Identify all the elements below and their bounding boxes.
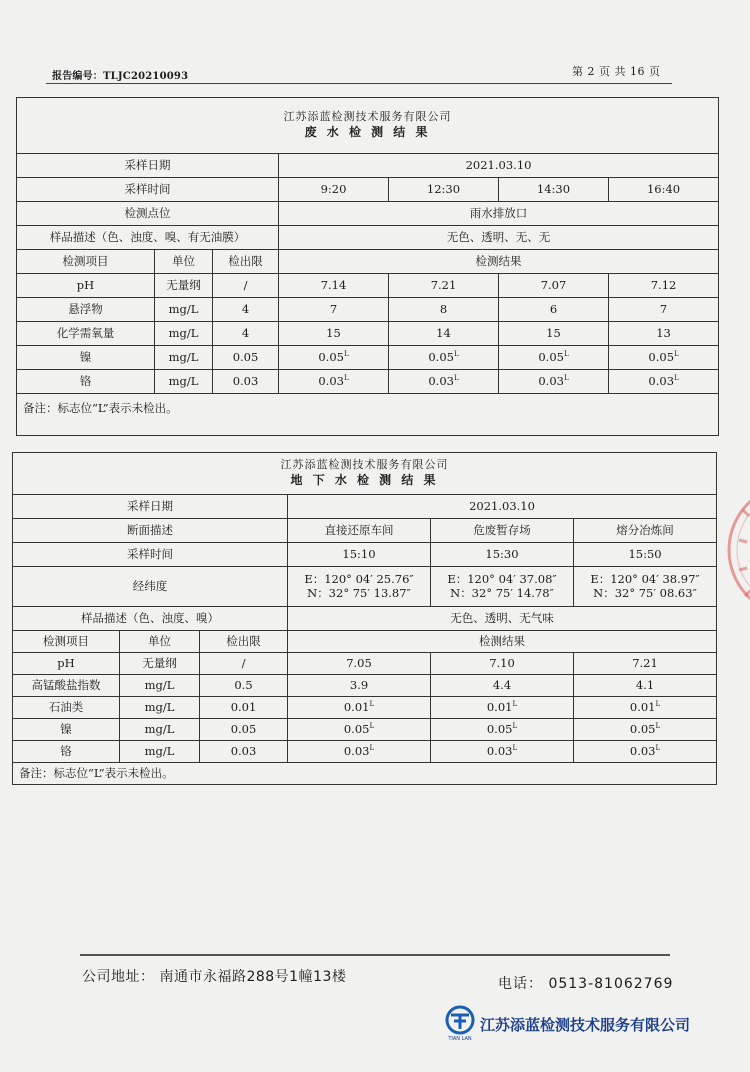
company-logo-icon <box>440 1005 480 1041</box>
sample-description: 无色、透明、无、无 <box>279 226 719 250</box>
result-number: 0.01 <box>343 700 370 715</box>
site-value: 雨水排放口 <box>279 202 719 226</box>
item-name: 铬 <box>13 741 120 763</box>
result-value <box>288 697 431 719</box>
item-name: 化学需氧量 <box>17 322 155 346</box>
result-value <box>609 298 719 322</box>
result-number: 13 <box>656 326 671 341</box>
result-value <box>389 298 499 322</box>
result-value <box>288 653 431 675</box>
report-number: 报告编号：TLJC20210093 <box>52 71 189 82</box>
result-value <box>574 741 717 763</box>
result-number: 7.05 <box>346 656 372 671</box>
result-value <box>431 653 574 675</box>
item-detection-limit: 0.5 <box>200 675 288 697</box>
result-number: 0.03 <box>343 744 370 759</box>
result-value <box>574 653 717 675</box>
label-sample-time: 采样时间 <box>13 543 288 567</box>
item-name: 石油类 <box>13 697 120 719</box>
table-row <box>13 653 717 675</box>
not-detected-flag: L <box>453 374 459 383</box>
table-title: 地 下 水 检 测 结 果 <box>290 472 439 487</box>
latitude: N：32° 75′ 13.87″ <box>307 585 411 600</box>
result-number: 0.03 <box>538 374 564 389</box>
result-value <box>574 719 717 741</box>
result-value <box>609 370 719 394</box>
result-value <box>499 322 609 346</box>
longitude: E：120° 04′ 38.97″ <box>590 572 700 587</box>
item-unit: mg/L <box>120 719 200 741</box>
table-row <box>13 741 717 763</box>
result-value <box>609 322 719 346</box>
item-detection-limit: / <box>200 653 288 675</box>
not-detected-flag: L <box>655 700 661 709</box>
page-info: 第 2 页 共 16 页 <box>572 65 661 78</box>
result-number: 15 <box>326 326 341 341</box>
not-detected-flag: L <box>563 350 569 359</box>
not-detected-flag: L <box>512 744 518 753</box>
result-number: 7 <box>659 302 668 317</box>
groundwater-table-title <box>13 453 717 495</box>
result-number: 8 <box>439 302 448 317</box>
label-sample-time: 采样时间 <box>17 178 279 202</box>
result-value <box>279 322 389 346</box>
item-unit: mg/L <box>120 741 200 763</box>
company-name: 江苏添蓝检测技术服务有限公司 <box>283 110 452 124</box>
label-sample-description: 样品描述（色、浊度、嗅、有无油膜） <box>17 226 279 250</box>
latitude: N：32° 75′ 08.63″ <box>593 585 697 600</box>
longitude: E：120° 04′ 25.76″ <box>304 572 414 587</box>
latitude: N：32° 75′ 14.78″ <box>450 585 554 600</box>
result-number: 0.03 <box>318 374 344 389</box>
table-row <box>17 298 719 322</box>
table-row <box>13 675 717 697</box>
table-row <box>13 697 717 719</box>
result-number: 4.4 <box>492 678 512 693</box>
sample-date: 2021.03.10 <box>279 154 719 178</box>
result-value <box>288 719 431 741</box>
not-detected-flag: L <box>343 374 349 383</box>
result-number: 0.05 <box>648 350 675 365</box>
table-row <box>13 719 717 741</box>
not-detected-flag: L <box>674 374 679 383</box>
result-number: 7.07 <box>540 278 567 293</box>
item-unit: mg/L <box>120 697 200 719</box>
not-detected-flag: L <box>369 700 375 709</box>
sample-time: 15:50 <box>574 543 717 567</box>
item-name: pH <box>13 653 120 675</box>
item-unit: mg/L <box>155 322 213 346</box>
result-value <box>431 675 574 697</box>
item-detection-limit: 0.03 <box>200 741 288 763</box>
result-number: 7.14 <box>320 278 347 293</box>
coordinates <box>574 567 717 607</box>
not-detected-flag: L <box>655 744 661 753</box>
sample-time: 15:10 <box>288 543 431 567</box>
result-number: 6 <box>549 302 558 317</box>
result-value <box>389 274 499 298</box>
header-divider <box>46 83 672 84</box>
not-detected-flag: L <box>453 350 459 359</box>
header-item: 检测项目 <box>13 631 120 653</box>
result-value <box>279 370 389 394</box>
coordinates <box>288 567 431 607</box>
item-name: 铬 <box>17 370 155 394</box>
result-number: 0.05 <box>318 350 344 365</box>
item-unit: 无量纲 <box>155 274 213 298</box>
item-detection-limit: 0.01 <box>200 697 288 719</box>
result-number: 7.21 <box>430 278 457 293</box>
item-unit: mg/L <box>155 370 213 394</box>
result-value <box>288 741 431 763</box>
result-value <box>499 274 609 298</box>
item-unit: mg/L <box>155 298 213 322</box>
not-detected-flag: L <box>512 722 518 731</box>
logo-small-text: TIAN LAN <box>448 1036 472 1041</box>
result-value <box>609 346 719 370</box>
item-name: pH <box>17 274 155 298</box>
item-name: 镍 <box>13 719 120 741</box>
result-number: 0.05 <box>343 722 370 737</box>
header-limit: 检出限 <box>213 250 279 274</box>
item-name: 悬浮物 <box>17 298 155 322</box>
result-number: 15 <box>546 326 561 341</box>
result-value <box>279 274 389 298</box>
item-unit: mg/L <box>155 346 213 370</box>
sample-time: 15:30 <box>431 543 574 567</box>
header-item: 检测项目 <box>17 250 155 274</box>
result-value <box>279 298 389 322</box>
result-value <box>574 675 717 697</box>
table-row <box>17 274 719 298</box>
longitude: E：120° 04′ 37.08″ <box>447 572 557 587</box>
result-value <box>609 274 719 298</box>
result-value <box>499 298 609 322</box>
result-value <box>431 741 574 763</box>
label-coordinates: 经纬度 <box>13 567 288 607</box>
table-row <box>17 370 719 394</box>
red-seal-stamp <box>715 470 750 630</box>
result-value <box>389 322 499 346</box>
item-unit: 无量纲 <box>120 653 200 675</box>
section-name: 直接还原车间 <box>288 519 431 543</box>
result-number: 0.03 <box>629 744 656 759</box>
header-results: 检测结果 <box>279 250 719 274</box>
item-name: 镍 <box>17 346 155 370</box>
result-value <box>389 346 499 370</box>
sample-time: 9:20 <box>279 178 389 202</box>
not-detected-flag: L <box>563 374 569 383</box>
item-detection-limit: / <box>213 274 279 298</box>
footer-divider <box>80 954 670 956</box>
item-detection-limit: 0.03 <box>213 370 279 394</box>
result-value <box>431 697 574 719</box>
result-number: 7.10 <box>489 656 515 671</box>
label-sample-date: 采样日期 <box>13 495 288 519</box>
table-note: 备注：标志位“L”表示未检出。 <box>17 394 719 436</box>
sample-time: 14:30 <box>499 178 609 202</box>
result-value <box>499 346 609 370</box>
company-logo-text: 江苏添蓝检测技术服务有限公司 <box>480 1016 691 1034</box>
item-detection-limit: 0.05 <box>200 719 288 741</box>
company-phone: 电话： 0513-81062769 <box>498 976 674 992</box>
not-detected-flag: L <box>343 350 349 359</box>
result-value <box>499 370 609 394</box>
section-name: 熔分冶炼间 <box>574 519 717 543</box>
table-row <box>17 322 719 346</box>
result-number: 7.21 <box>632 656 658 671</box>
item-detection-limit: 0.05 <box>213 346 279 370</box>
item-unit: mg/L <box>120 675 200 697</box>
sample-description: 无色、透明、无气味 <box>288 607 717 631</box>
not-detected-flag: L <box>512 700 518 709</box>
result-number: 7.12 <box>650 278 677 293</box>
result-number: 3.9 <box>349 678 369 693</box>
not-detected-flag: L <box>674 350 679 359</box>
result-number: 4.1 <box>635 678 655 693</box>
not-detected-flag: L <box>369 722 375 731</box>
result-value <box>431 719 574 741</box>
groundwater-results-table <box>12 452 717 785</box>
header-limit: 检出限 <box>200 631 288 653</box>
result-number: 0.01 <box>486 700 513 715</box>
item-name: 高锰酸盐指数 <box>13 675 120 697</box>
sample-time: 12:30 <box>389 178 499 202</box>
label-sample-date: 采样日期 <box>17 154 279 178</box>
section-name: 危废暂存场 <box>431 519 574 543</box>
company-address: 公司地址： 南通市永福路288号1幢13楼 <box>82 969 347 985</box>
header-unit: 单位 <box>120 631 200 653</box>
item-detection-limit: 4 <box>213 322 279 346</box>
wastewater-results-table <box>16 97 719 436</box>
not-detected-flag: L <box>369 744 375 753</box>
result-value <box>574 697 717 719</box>
label-section: 断面描述 <box>13 519 288 543</box>
result-number: 0.03 <box>486 744 513 759</box>
label-site: 检测点位 <box>17 202 279 226</box>
coordinates <box>431 567 574 607</box>
result-number: 0.05 <box>629 722 656 737</box>
result-number: 7 <box>329 302 338 317</box>
label-sample-description: 样品描述（色、浊度、嗅） <box>13 607 288 631</box>
result-number: 0.05 <box>428 350 454 365</box>
table-title: 废 水 检 测 结 果 <box>304 124 431 139</box>
result-number: 0.01 <box>629 700 656 715</box>
result-number: 0.03 <box>428 374 454 389</box>
item-detection-limit: 4 <box>213 298 279 322</box>
table-row <box>17 346 719 370</box>
wastewater-table-title <box>17 98 719 154</box>
result-number: 0.03 <box>648 374 675 389</box>
result-number: 0.05 <box>486 722 513 737</box>
result-number: 0.05 <box>538 350 564 365</box>
company-name: 江苏添蓝检测技术服务有限公司 <box>280 458 449 472</box>
sample-time: 16:40 <box>609 178 719 202</box>
result-number: 14 <box>436 326 451 341</box>
table-note: 备注：标志位“L”表示未检出。 <box>13 763 717 785</box>
header-results: 检测结果 <box>288 631 717 653</box>
result-value <box>279 346 389 370</box>
header-unit: 单位 <box>155 250 213 274</box>
result-value <box>389 370 499 394</box>
result-value <box>288 675 431 697</box>
sample-date: 2021.03.10 <box>288 495 717 519</box>
not-detected-flag: L <box>655 722 661 731</box>
